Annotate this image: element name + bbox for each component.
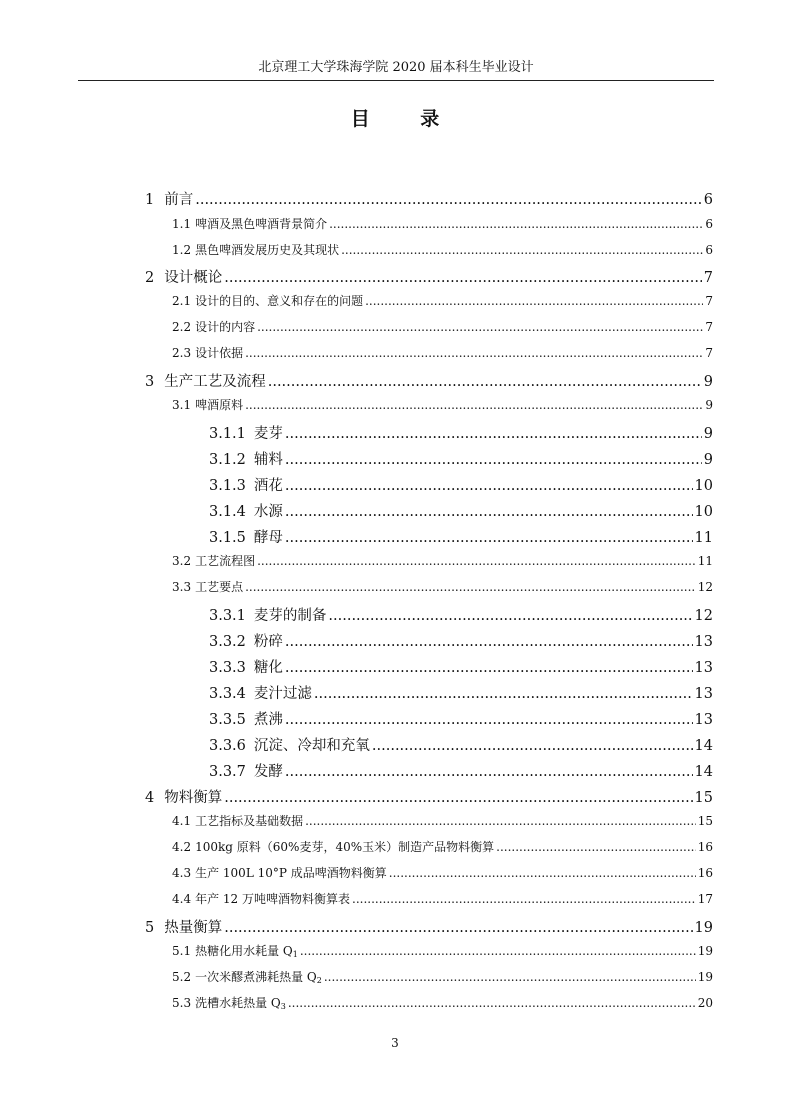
toc-entry-title: 水源 <box>253 504 283 520</box>
toc-entry-title: 黑色啤酒发展历史及其现状 <box>195 243 340 257</box>
toc-leader-dots <box>352 892 696 906</box>
page-header: 北京理工大学珠海学院 2020 届本科生毕业设计 <box>258 60 534 75</box>
toc-leader-dots <box>285 764 693 780</box>
toc-entry-title: 工艺要点 <box>195 580 244 594</box>
toc-entry-number: 3.3.3 <box>209 660 246 676</box>
toc-entry-number: 4.3 <box>172 866 192 880</box>
toc-entry[interactable] <box>209 682 713 703</box>
toc-entry-subscript: 2 <box>316 976 322 985</box>
toc-leader-dots <box>288 996 696 1010</box>
toc-entry-page: 19 <box>697 944 713 958</box>
toc-entry-page: 17 <box>697 892 713 906</box>
toc-entry[interactable] <box>209 500 713 521</box>
toc-entry-title: 沉淀、冷却和充氧 <box>253 738 370 754</box>
toc-entry-page: 10 <box>694 504 713 520</box>
toc-entry-page: 11 <box>694 530 713 546</box>
toc-entry-page: 16 <box>697 866 713 880</box>
toc-entry-number: 4.1 <box>172 814 192 828</box>
toc-entry-title: 热糖化用水耗量 $Q_1$ <box>195 944 298 959</box>
toc-entry[interactable] <box>172 241 713 258</box>
toc-entry-page: 15 <box>697 814 713 828</box>
toc-entry-subscript: 1 <box>292 950 298 959</box>
toc-entry-page: 13 <box>694 686 713 702</box>
toc-entry-title: 生产工艺及流程 <box>164 374 266 390</box>
toc-entry[interactable] <box>172 812 713 829</box>
toc-entry-title: 啤酒及黑色啤酒背景简介 <box>195 217 328 231</box>
toc-entry-title: 工艺指标及基础数据 <box>195 814 304 828</box>
toc-entry-page: 9 <box>705 398 713 412</box>
toc-leader-dots <box>245 398 703 412</box>
toc-entry-page: 7 <box>703 270 713 286</box>
toc-entry-title: 年产 12 万吨啤酒物料衡算表 <box>195 892 350 906</box>
toc-entry-number: 3.1.1 <box>209 426 246 442</box>
toc-entry[interactable] <box>145 916 713 937</box>
toc-leader-dots <box>372 738 693 754</box>
toc-leader-dots <box>285 452 702 468</box>
toc-entry[interactable] <box>172 942 713 959</box>
page-number: 3 <box>391 1036 399 1050</box>
toc-entry[interactable] <box>172 994 713 1011</box>
toc-entry-page: 7 <box>705 294 713 308</box>
toc-entry[interactable] <box>172 968 713 985</box>
toc-entry-number: 3.1.3 <box>209 478 246 494</box>
toc-entry-page: 7 <box>705 320 713 334</box>
toc-leader-dots <box>389 866 696 880</box>
toc-entry-number: 4 <box>145 790 155 806</box>
toc-leader-dots <box>285 634 693 650</box>
toc-entry-number: 3.3 <box>172 580 192 594</box>
toc-entry-number: 3.3.2 <box>209 634 246 650</box>
toc-entry-page: 11 <box>697 554 713 568</box>
toc-entry-page: 12 <box>697 580 713 594</box>
toc-entry[interactable] <box>145 188 713 209</box>
toc-entry-page: 15 <box>694 790 713 806</box>
toc-entry[interactable] <box>172 292 713 309</box>
toc-leader-dots <box>285 530 693 546</box>
toc-entry-title: 物料衡算 <box>164 790 223 806</box>
toc-leader-dots <box>285 426 702 442</box>
toc-entry[interactable] <box>209 656 713 677</box>
toc-entry[interactable] <box>172 864 713 881</box>
toc-entry-title: 粉碎 <box>253 634 283 650</box>
toc-leader-dots <box>224 270 702 286</box>
toc-entry-number: 2 <box>145 270 155 286</box>
toc-entry-page: 13 <box>694 712 713 728</box>
toc-entry[interactable] <box>172 318 713 335</box>
toc-leader-dots <box>195 192 702 208</box>
toc-entry-title: 洗槽水耗热量 $Q_3$ <box>195 996 286 1011</box>
toc-entry-number: 3.1.4 <box>209 504 246 520</box>
toc-entry[interactable] <box>172 396 713 413</box>
toc-entry-number: 3.1.2 <box>209 452 246 468</box>
toc-leader-dots <box>341 243 703 257</box>
toc-entry-page: 9 <box>703 374 713 390</box>
toc-entry-title: 煮沸 <box>253 712 283 728</box>
toc-entry-page: 20 <box>697 996 713 1010</box>
toc-entry-title: 酒花 <box>253 478 283 494</box>
toc-leader-dots <box>324 970 696 984</box>
toc-entry[interactable] <box>209 422 713 443</box>
toc-entry-number: 4.2 <box>172 840 192 854</box>
toc-entry-page: 14 <box>694 764 713 780</box>
toc-leader-dots <box>285 504 693 520</box>
toc-entry-number: 3 <box>145 374 155 390</box>
toc-entry-page: 19 <box>694 920 713 936</box>
toc-entry-title: 设计的内容 <box>195 320 256 334</box>
toc-entry-title: 麦芽 <box>253 426 283 442</box>
toc-title: 目 录 <box>350 108 462 130</box>
toc-entry-title: 麦汁过滤 <box>253 686 312 702</box>
toc-leader-dots <box>245 580 696 594</box>
toc-entry-number: 3.3.7 <box>209 764 246 780</box>
toc-leader-dots <box>257 554 696 568</box>
toc-entry[interactable] <box>209 734 713 755</box>
toc-entry-number: 1.2 <box>172 243 192 257</box>
toc-entry[interactable] <box>172 838 713 855</box>
toc-entry-number: 1.1 <box>172 217 192 231</box>
toc-leader-dots <box>328 608 692 624</box>
toc-entry-page: 19 <box>697 970 713 984</box>
toc-entry[interactable] <box>172 890 713 907</box>
toc-entry-title: 设计的目的、意义和存在的问题 <box>195 294 364 308</box>
toc-entry-title: 酵母 <box>253 530 283 546</box>
toc-entry-number: 3.3.5 <box>209 712 246 728</box>
toc-entry-page: 6 <box>705 243 713 257</box>
toc-entry-page: 10 <box>694 478 713 494</box>
toc-entry-number: 3.1 <box>172 398 192 412</box>
toc-entry[interactable] <box>145 370 713 391</box>
toc-entry-page: 9 <box>703 426 713 442</box>
toc-entry[interactable] <box>145 266 713 287</box>
toc-entry-number: 5.3 <box>172 996 192 1010</box>
toc-entry-page: 6 <box>705 217 713 231</box>
toc-entry-title: 设计依据 <box>195 346 244 360</box>
toc-entry-title: 糖化 <box>253 660 283 676</box>
toc-leader-dots <box>329 217 703 231</box>
toc-entry-number: 3.2 <box>172 554 192 568</box>
toc-entry-title: 麦芽的制备 <box>253 608 327 624</box>
toc-leader-dots <box>305 814 696 828</box>
toc-entry-page: 13 <box>694 634 713 650</box>
toc-entry[interactable] <box>172 578 713 595</box>
toc-entry-number: 2.3 <box>172 346 192 360</box>
toc-entry-number: 4.4 <box>172 892 192 906</box>
toc-entry-title: 工艺流程图 <box>195 554 256 568</box>
toc-entry[interactable] <box>145 786 713 807</box>
toc-entry-page: 16 <box>697 840 713 854</box>
toc-entry[interactable] <box>172 344 713 361</box>
toc-entry-number: 1 <box>145 192 155 208</box>
toc-entry-title: 100kg 原料（60%麦芽，40%玉米）制造产品物料衡算 <box>195 840 495 854</box>
toc-entry-page: 12 <box>694 608 713 624</box>
toc-leader-dots <box>224 790 692 806</box>
toc-entry-title: 啤酒原料 <box>195 398 244 412</box>
toc-entry-number: 5 <box>145 920 155 936</box>
toc-entry-number: 3.1.5 <box>209 530 246 546</box>
toc-leader-dots <box>224 920 692 936</box>
toc-entry[interactable] <box>172 215 713 232</box>
toc-entry-page: 7 <box>705 346 713 360</box>
toc-entry-number: 5.1 <box>172 944 192 958</box>
toc-entry-number: 3.3.4 <box>209 686 246 702</box>
toc-entry-page: 14 <box>694 738 713 754</box>
toc-entry-number: 5.2 <box>172 970 192 984</box>
toc-entry-number: 2.2 <box>172 320 192 334</box>
toc-entry-number: 2.1 <box>172 294 192 308</box>
toc-entry[interactable] <box>209 630 713 651</box>
toc-entry-subscript: 3 <box>280 1002 286 1011</box>
toc-leader-dots <box>496 840 696 854</box>
toc-leader-dots <box>365 294 703 308</box>
toc-leader-dots <box>314 686 693 702</box>
toc-leader-dots <box>257 320 703 334</box>
toc-entry[interactable] <box>209 526 713 547</box>
toc-entry-title: 前言 <box>164 192 194 208</box>
toc-entry-title: 辅料 <box>253 452 283 468</box>
toc-entry-number: 3.3.6 <box>209 738 246 754</box>
toc-entry[interactable] <box>172 552 713 569</box>
toc-entry-page: 9 <box>703 452 713 468</box>
toc-entry-page: 13 <box>694 660 713 676</box>
toc-entry[interactable] <box>209 474 713 495</box>
toc-entry-title: 发酵 <box>253 764 283 780</box>
toc-leader-dots <box>268 374 702 390</box>
toc-entry[interactable] <box>209 760 713 781</box>
toc-leader-dots <box>300 944 696 958</box>
toc-entry-title: 生产 100L 10°P 成品啤酒物料衡算 <box>195 866 387 880</box>
toc-entry-page: 6 <box>703 192 713 208</box>
toc-leader-dots <box>285 712 693 728</box>
toc-entry-title: 设计概论 <box>164 270 223 286</box>
toc-leader-dots <box>245 346 703 360</box>
toc-entry-number: 3.3.1 <box>209 608 246 624</box>
toc-entry-title: 一次米醪煮沸耗热量 $Q_2$ <box>195 970 322 985</box>
toc-leader-dots <box>285 478 693 494</box>
toc-entry[interactable] <box>209 448 713 469</box>
toc-entry[interactable] <box>209 604 713 625</box>
toc-leader-dots <box>285 660 693 676</box>
toc-entry[interactable] <box>209 708 713 729</box>
toc-entry-title: 热量衡算 <box>164 920 223 936</box>
